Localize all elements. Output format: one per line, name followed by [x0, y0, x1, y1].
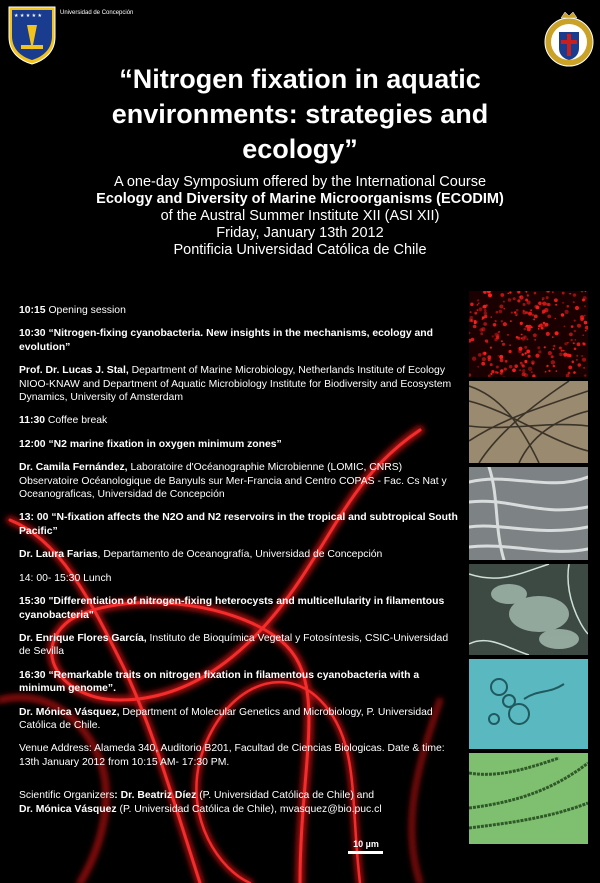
organizers-label: Scientific Organizers: [19, 790, 115, 802]
program-item: [19, 304, 459, 317]
organizers-colon: :: [114, 790, 118, 802]
university-name-text: Universidad de Concepción: [60, 10, 134, 16]
title-line: “Nitrogen fixation in aquatic: [119, 64, 481, 94]
program-schedule: [19, 304, 459, 826]
program-item: [19, 511, 459, 538]
item-time: 10:15: [19, 305, 46, 316]
title-line: environments: strategies and: [111, 99, 489, 129]
program-item: [19, 595, 459, 622]
program-item: [19, 461, 459, 501]
subtitle-course-name: Ecology and Diversity of Marine Microorganisms (ECODIM): [96, 191, 504, 207]
scale-bar-label: 10 µm: [353, 839, 379, 849]
subtitle-line: of the Austral Summer Institute XII (ASI XII): [160, 208, 440, 224]
talk-title: 10:30 “Nitrogen-fixing cyanobacteria. New insights in the mechanisms, ecology and evolution”: [19, 328, 433, 353]
microscopy-image-red-cells: [469, 291, 588, 377]
venue-info: [19, 742, 459, 769]
svg-text:★ ★ ★ ★ ★: ★ ★ ★ ★ ★: [14, 13, 42, 19]
universidad-de-concepcion-logo: [7, 5, 57, 65]
organizer-affiliation: (P. Universidad Católica de Chile), mvasquez@bio.puc.cl: [116, 803, 382, 815]
organizers: [19, 789, 459, 816]
speaker-affiliation: Department of Molecular Genetics and Microbiology, P. Universidad Católica de Chile.: [19, 706, 433, 731]
talk-title: 13: 00 “N-fixation affects the N2O and N2 reservoirs in the tropical and subtropical South Pacific”: [19, 512, 458, 537]
scale-bar: [348, 851, 383, 854]
speaker-affiliation: Instituto de Bioquímica Vegetal y Fotosíntesis, CSIC-Universidad de Sevilla: [19, 632, 449, 658]
title-line: ecology”: [242, 134, 358, 164]
speaker-name: Dr. Camila Fernández,: [19, 462, 128, 474]
organizer-affiliation: (P. Universidad Católica de Chile) and: [196, 790, 375, 802]
microscopy-image-green-filaments: [469, 753, 588, 844]
microscopy-image-cell-cluster: [469, 564, 588, 655]
symposium-title: [30, 62, 570, 167]
microscopy-image-filaments-gray: [469, 467, 588, 560]
talk-title: 12:00 “N2 marine fixation in oxygen minimum zones”: [19, 438, 282, 450]
item-time: 11:30: [19, 415, 46, 427]
symposium-subtitle: [30, 174, 570, 259]
program-item: [19, 414, 459, 427]
speaker-name: Dr. Mónica Vásquez,: [19, 706, 120, 718]
pontificia-universidad-catolica-seal: [543, 8, 595, 68]
program-item: [19, 572, 459, 585]
microscopy-image-cyan-spirals: [469, 659, 588, 749]
speaker-affiliation: , Departamento de Oceanografía, Universidad de Concepción: [97, 549, 383, 561]
speaker-affiliation: Laboratoire d'Océanographie Microbienne (LOMIC, CNRS) Observatoire Océanologique de Banyuls sur Mer-Francia and Centro COPAS - Fac. Cs Nat y Oceanograficas, Universidad de Concepción: [19, 462, 447, 501]
organizer-name: Dr. Beatriz Díez: [117, 790, 197, 802]
speaker-affiliation: Department of Marine Microbiology, Netherlands Institute of Ecology NIOO-KNAW and Department of Aquatic Microbiology Institute for Biodiversity and Ecosystem Dynamics, University of Amsterdam: [19, 365, 452, 404]
program-item: [19, 706, 459, 733]
speaker-name: Dr. Enrique Flores García,: [19, 632, 147, 644]
talk-title: 16:30 “Remarkable traits on nitrogen fixation in filamentous cyanobacteria with a minimum genome”.: [19, 669, 420, 695]
item-text: Venue Address: Alameda 340, Auditorio B201, Facultad de Ciencias Biologicas. Date & time: 13th January 2012 from 10:15 AM- 17:30 PM.: [19, 743, 445, 768]
talk-title: 15:30 "Differentiation of nitrogen-fixing heterocysts and multicellularity in filamentous cyanobacteria": [19, 596, 445, 621]
program-item: [19, 669, 459, 696]
program-item: [19, 364, 459, 404]
event-date: Friday, January 13th 2012: [216, 225, 384, 241]
organizer-name: Dr. Mónica Vásquez: [19, 803, 117, 815]
program-item: [19, 632, 459, 659]
microscopy-image-filaments-brown: [469, 381, 588, 463]
speaker-name: Prof. Dr. Lucas J. Stal,: [19, 365, 129, 377]
program-item: [19, 548, 459, 561]
event-institution: Pontificia Universidad Católica de Chile: [173, 242, 427, 258]
item-text: 14: 00- 15:30 Lunch: [19, 572, 112, 584]
subtitle-line: A one-day Symposium offered by the International Course: [113, 174, 487, 190]
speaker-name: Dr. Laura Farias: [19, 549, 98, 561]
program-item: [19, 438, 459, 451]
item-text: Opening session: [45, 305, 126, 316]
program-item: [19, 327, 459, 354]
item-text: Coffee break: [45, 415, 108, 427]
